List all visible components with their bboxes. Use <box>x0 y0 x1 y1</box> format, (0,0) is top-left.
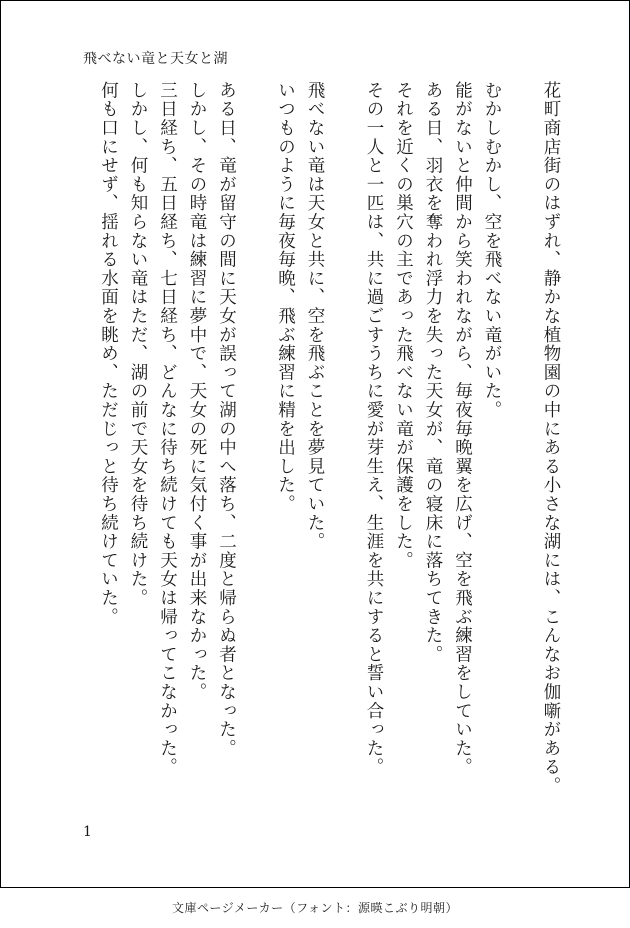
footer-caption: 文庫ページメーカー（フォント：源暎こぶり明朝） <box>171 901 459 915</box>
paragraph-break <box>329 81 359 781</box>
paragraph-break <box>241 81 271 781</box>
running-title: 飛べない竜と天女と湖 <box>83 51 228 67</box>
text-line: 三日経ち、五日経ち、七日経ち、どんなに待ち続けても天女は帰ってこなかった。 <box>157 81 178 777</box>
text-line: 飛べない竜は天女と共に、空を飛ぶことを夢見ていた。 <box>305 81 325 551</box>
paragraph-break <box>506 81 536 781</box>
text-line: その一人と一匹は、共に過ごすうちに愛が芽生え、生涯を共にすると誓い合った。 <box>364 81 384 777</box>
text-line: ある日、竜が留守の間に天女が誤って湖の中へ落ち、二度と帰らぬ者となった。 <box>216 81 237 758</box>
text-line: いつものように毎夜毎晩、飛ぶ練習に精を出した。 <box>275 81 296 514</box>
text-line: 能がないと仲間から笑われながら、毎夜毎晩翼を広げ、空を飛ぶ練習をしていた。 <box>452 81 473 777</box>
page-number: 1 <box>83 824 92 840</box>
text-line: むかしむかし、空を飛べない竜がいた。 <box>482 81 502 420</box>
body-text <box>93 81 565 796</box>
text-line: しかし、何も知らない竜はただ、湖の前で天女を待ち続けた。 <box>128 81 148 608</box>
text-line: ある日、羽衣を奪われ浮力を失った天女が、竜の寝床に落ちてきた。 <box>423 81 443 664</box>
text-line: 花町商店街のはずれ、静かな植物園の中にある小さな湖には、こんなお伽噺がある。 <box>541 81 561 796</box>
text-line: 何も口にせず、揺れる水面を眺め、ただじっと待ち続けていた。 <box>98 81 119 627</box>
text-line: それを近くの巣穴の主であった飛べない竜が保護をした。 <box>393 81 414 570</box>
text-line: しかし、その時竜は練習に夢中で、天女の死に気付く事が出来なかった。 <box>187 81 207 702</box>
